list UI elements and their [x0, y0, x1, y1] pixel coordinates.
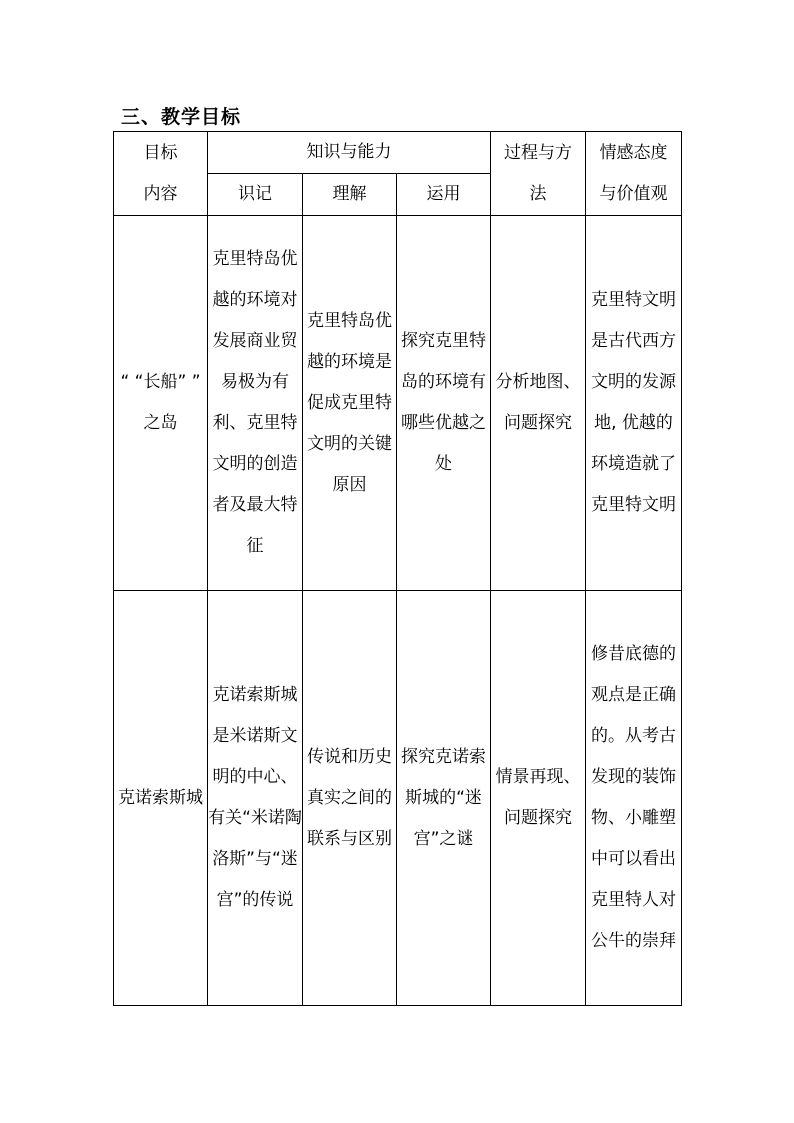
header-emotion-line1: 情感态度 [599, 142, 668, 163]
header-emotion-line2: 与价值观 [599, 183, 668, 204]
table-row [114, 216, 682, 591]
cell-emotion: 修昔底德的观点是正确的。从考古发现的装饰物、小雕塑中可以看出克里特人对公牛的崇拜 [586, 591, 682, 1006]
header-process-line1: 过程与方 [504, 142, 573, 163]
header-goal-line1: 目标 [143, 142, 178, 163]
cell-topic: “ “长船” ” 之岛 [114, 216, 208, 591]
header-process-line2: 法 [529, 183, 547, 204]
header-remember: 识记 [208, 174, 303, 216]
cell-understand: 传说和历史真实之间的联系与区别 [303, 591, 397, 1006]
section-heading: 三、教学目标 [121, 106, 242, 128]
cell-understand: 克里特岛优越的环境是促成克里特文明的关键原因 [303, 216, 397, 591]
cell-process: 情景再现、问题探究 [491, 591, 586, 1006]
cell-process: 分析地图、问题探究 [491, 216, 586, 591]
header-process [491, 132, 586, 216]
cell-remember: 克诺索斯城是米诺斯文明的中心、有关“米诺陶洛斯”与“迷宫”的传说 [208, 591, 303, 1006]
cell-apply: 探究克诺索斯城的“迷宫”之谜 [397, 591, 491, 1006]
cell-apply: 探究克里特岛的环境有哪些优越之处 [397, 216, 491, 591]
cell-remember: 克里特岛优越的环境对发展商业贸易极为有利、克里特文明的创造者及最大特征 [208, 216, 303, 591]
teaching-goals-table [113, 131, 682, 1006]
header-goal-line2: 内容 [143, 183, 178, 204]
header-knowledge: 知识与能力 [208, 132, 491, 174]
cell-topic: 克诺索斯城 [114, 591, 208, 1006]
header-goal-content [114, 132, 208, 216]
table-row [114, 591, 682, 1006]
header-emotion [586, 132, 682, 216]
cell-emotion: 克里特文明是古代西方文明的发源地, 优越的环境造就了克里特文明 [586, 216, 682, 591]
header-row-1 [114, 132, 682, 174]
header-apply: 运用 [397, 174, 491, 216]
header-understand: 理解 [303, 174, 397, 216]
